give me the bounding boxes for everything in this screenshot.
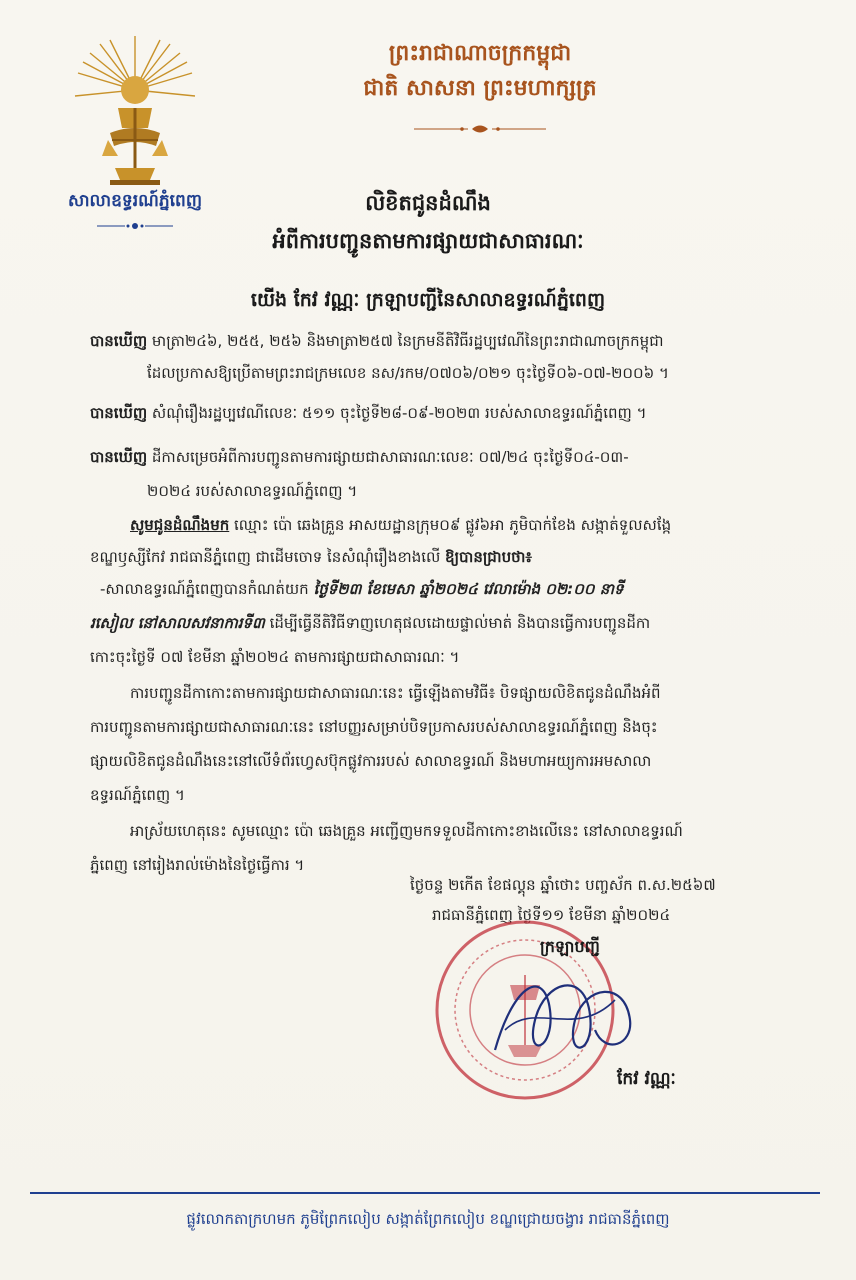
paragraph-notice [130, 514, 810, 537]
lunar-date: ថ្ងៃចន្ទ ២កើត ខែផល្គុន ឆ្នាំថោះ បញ្ចស័ក ព.ស.២៥៦៧ [410, 876, 716, 894]
seen-label: បានឃើញ [90, 448, 148, 466]
document-subtitle: អំពីការបញ្ជូនតាមការផ្សាយជាសាធារណៈ [272, 229, 584, 253]
paragraph-text: សំណុំរឿងរដ្ឋប្បវេណីលេខៈ ៥១១ ចុះថ្ងៃទី២៨-០៩-២០២៣ របស់សាលាឧទ្ធរណ៍ភ្នំពេញ ។ [147, 404, 647, 422]
paragraph-seen-1 [90, 330, 810, 353]
paragraph-hearing-cont [90, 612, 810, 635]
paragraph-text: -សាលាឧទ្ធរណ៍ភ្នំពេញបានកំណត់យក [100, 580, 314, 598]
paragraph-seen-3 [90, 446, 810, 469]
kingdom-header [330, 36, 630, 106]
notice-emphasis: ឱ្យបានជ្រាបថា៖ [445, 548, 532, 566]
court-emblem-icon [70, 28, 200, 188]
paragraph-notice-cont [90, 546, 810, 569]
paragraph-text: មាត្រា២៤៦, ២៥៥, ២៥៦ និងមាត្រា២៥៧ នៃក្រមនីតិវិធីរដ្ឋប្បវេណីនៃព្រះរាជាណាចក្រកម្ពុជា [147, 332, 664, 350]
paragraph-method-cont: ការបញ្ជូនតាមការផ្សាយជាសាធារណៈនេះ នៅបញ្ញរសម្រាប់បិទប្រកាសរបស់សាលាឧទ្ធរណ៍ភ្នំពេញ និងចុះ [90, 718, 658, 736]
paragraph-seen-2 [90, 402, 810, 425]
kingdom-ornament-icon [410, 122, 550, 136]
paragraph-text: ខណ្ឌឫស្សីកែវ រាជធានីភ្នំពេញ ជាដើមចោទ នៃសំណុំរឿងខាងលើ [90, 548, 446, 566]
seen-label: បានឃើញ [90, 332, 148, 350]
signature-icon [475, 960, 655, 1070]
paragraph-text: ដីកាសម្រេចអំពីការបញ្ជូនតាមការផ្សាយជាសាធារណៈលេខៈ ០៧/២៤ ចុះថ្ងៃទី០៤-០៣- [147, 448, 629, 466]
footer-address: ផ្លូវលោកតាក្រហមក ភូមិព្រែកលៀប សង្កាត់ព្រែកលៀប ខណ្ឌជ្រោយចង្វារ រាជធានីភ្នំពេញ [186, 1210, 670, 1228]
footer-divider [30, 1192, 820, 1194]
kingdom-line1: ព្រះរាជាណាចក្រកម្ពុជា [388, 41, 572, 66]
hearing-room: រសៀល នៅសាលសវនាការទី៣ [90, 614, 265, 632]
signer-name: កែវ វណ្ណៈ [617, 1069, 676, 1089]
hearing-datetime: ថ្ងៃទី២៣ ខែមេសា ឆ្នាំ២០២៤ វេលាម៉ោង ០២:០០ នាទី [313, 580, 624, 598]
paragraph-method-cont3: ឧទ្ធរណ៍ភ្នំពេញ ។ [90, 786, 185, 804]
paragraph-seen-1-cont: ដែលប្រកាសឱ្យប្រើតាមព្រះរាជក្រមលេខ នស/រកម/០៧០៦/០២១ ចុះថ្ងៃទី០៦-០៧-២០០៦ ។ [147, 364, 669, 382]
paragraph-text: ដើម្បីធ្វើនីតិវិធីទាញហេតុផលដោយផ្ទាល់មាត់ និងបានធ្វើការបញ្ជូនដីកា [264, 614, 651, 632]
paragraph-conclusion: អាស្រ័យហេតុនេះ សូមឈ្មោះ ប៉ោ ឆេងគ្រួន អញ្ជើញមកទទួលដីកាកោះខាងលើនេះ នៅសាលាឧទ្ធរណ៍ [130, 822, 683, 840]
paragraph-hearing [100, 578, 810, 601]
paragraph-conclusion-cont: ភ្នំពេញ នៅរៀងរាល់ម៉ោងនៃថ្ងៃធ្វើការ ។ [90, 856, 305, 874]
kingdom-line2: ជាតិ សាសនា ព្រះមហាក្សត្រ [363, 76, 597, 102]
signer-title: ក្រឡាបញ្ជី [540, 937, 600, 956]
paragraph-text: ឈ្មោះ ប៉ោ ឆេងគ្រួន អាសយដ្ឋានក្រុម០៩ ផ្លូវ៦អា ភូមិបាក់ខែង សង្កាត់ទួលសង្កែ [229, 516, 672, 534]
paragraph-seen-3-cont: ២០២៤ របស់សាលាឧទ្ធរណ៍ភ្នំពេញ ។ [147, 482, 358, 500]
issuer-line: យើង កែវ វណ្ណៈ ក្រឡាបញ្ជីនៃសាលាឧទ្ធរណ៍ភ្នំពេញ [250, 289, 606, 311]
paragraph-method: ការបញ្ជូនដីកាកោះតាមការផ្សាយជាសាធារណៈនេះ ធ្វើឡើងតាមវិធី៖ បិទផ្សាយលិខិតជូនដំណឹងអំពី [130, 684, 661, 702]
court-name: សាលាឧទ្ធរណ៍ភ្នំពេញ [67, 191, 203, 211]
notice-lead: សូមជូនដំណឹងមក [130, 516, 230, 534]
paragraph-method-cont2: ផ្សាយលិខិតជូនដំណឹងនេះនៅលើទំព័រហ្វេសប៊ុកផ្លូវការរបស់ សាលាឧទ្ធរណ៍ និងមហាអយ្យការអមសាលា [90, 752, 652, 770]
paragraph-hearing-cont2: កោះចុះថ្ងៃទី ០៧ ខែមីនា ឆ្នាំ២០២៤ តាមការផ្សាយជាសាធារណៈ ។ [90, 648, 460, 666]
document-title: លិខិតជូនដំណឹង [365, 191, 491, 215]
solar-date: រាជធានីភ្នំពេញ ថ្ងៃទី១១ ខែមីនា ឆ្នាំ២០២៤ [432, 906, 671, 924]
seen-label: បានឃើញ [90, 404, 148, 422]
